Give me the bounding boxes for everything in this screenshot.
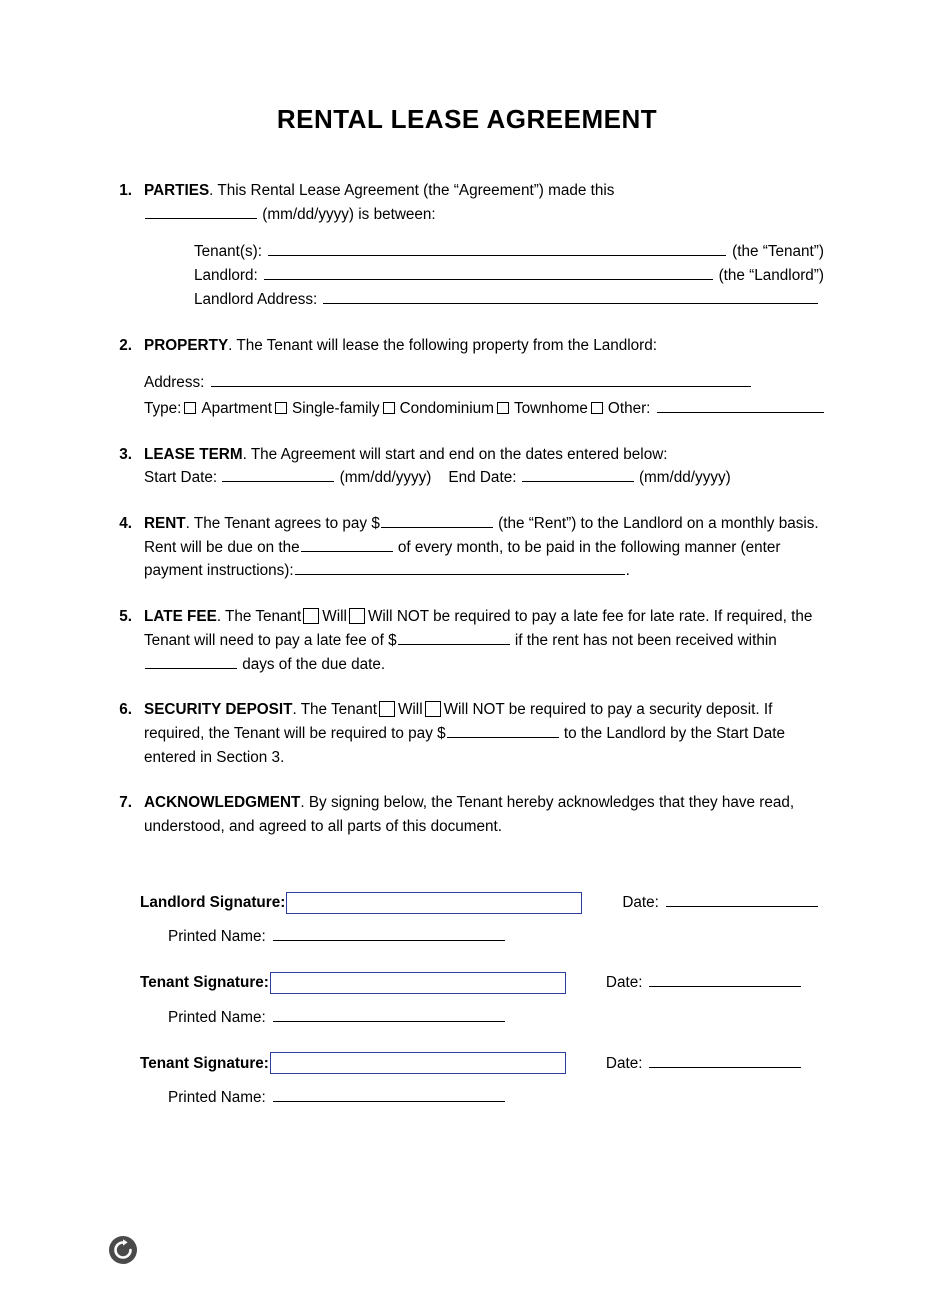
- clause-text: days of the due date.: [242, 655, 386, 673]
- checkbox-other[interactable]: [591, 402, 603, 414]
- clause-text: . By signing below, the Tenant hereby acknowledges that they have read, understood, and agreed to all parts of this document.: [144, 794, 795, 836]
- date-label: Date:: [622, 893, 659, 911]
- clause-text: if the rent has not been received within: [514, 631, 777, 649]
- clause-content: [144, 698, 824, 769]
- document-body: [0, 179, 934, 1110]
- tenant-name-input[interactable]: [268, 242, 726, 257]
- clause-heading: LATE FEE: [144, 608, 217, 626]
- clause-heading: LEASE TERM: [144, 445, 243, 463]
- parties-list: [194, 240, 824, 311]
- signature-group-landlord: [140, 891, 824, 949]
- landlord-signature-field[interactable]: [286, 892, 582, 914]
- landlord-address-input[interactable]: [323, 289, 818, 304]
- clause-heading: PROPERTY: [144, 336, 229, 354]
- printed-name-label: Printed Name:: [168, 1089, 266, 1107]
- clause-number: 6.: [119, 701, 132, 719]
- tenant-1-date-wrap: [606, 971, 802, 995]
- late-fee-option-will: Will: [322, 608, 347, 626]
- clause-text: . The Tenant agrees to pay $: [185, 515, 380, 533]
- landlord-printed-name-row: [168, 925, 824, 949]
- checkbox-single-family[interactable]: [275, 402, 287, 414]
- checkbox-late-fee-will[interactable]: [303, 608, 319, 624]
- clause-lease-term: [110, 443, 824, 490]
- late-fee-option-will-not: Will NOT: [367, 608, 429, 626]
- signature-row: [140, 1052, 824, 1076]
- deposit-option-will-not: Will NOT: [443, 701, 505, 719]
- tenant-2-printed-name-row: [168, 1086, 824, 1110]
- page-title: RENTAL LEASE AGREEMENT: [276, 104, 658, 134]
- clause-number: 5.: [119, 608, 132, 626]
- checkbox-deposit-will[interactable]: [379, 701, 395, 717]
- tenant-signature-label: Tenant Signature:: [140, 1054, 269, 1072]
- clause-content: [144, 605, 824, 676]
- landlord-date-wrap: [622, 891, 818, 915]
- property-type-other-input[interactable]: [657, 398, 824, 413]
- tenant-2-signature-field[interactable]: [270, 1052, 566, 1074]
- property-address-row: [144, 371, 824, 395]
- landlord-date-input[interactable]: [666, 892, 818, 907]
- clause-content: [144, 512, 824, 583]
- property-type-row: [144, 397, 824, 421]
- clause-security-deposit: [110, 698, 824, 769]
- end-date-label: End Date:: [448, 469, 517, 487]
- tenant-2-printed-name-input[interactable]: [273, 1088, 505, 1103]
- tenant-1-printed-name-input[interactable]: [273, 1007, 505, 1022]
- clause-number: 2.: [119, 336, 132, 354]
- start-date-label: Start Date:: [144, 469, 218, 487]
- property-type-option: Townhome: [513, 399, 588, 417]
- clause-late-fee: [110, 605, 824, 676]
- printed-name-label: Printed Name:: [168, 1008, 266, 1026]
- clause-text: to the Landlord by the Start Date entered in Section 3.: [144, 724, 785, 766]
- clause-text: . The Tenant will lease the following property from the Landlord:: [228, 336, 657, 354]
- clause-rent: [110, 512, 824, 583]
- deposit-amount-input[interactable]: [447, 723, 559, 738]
- clause-content: [144, 443, 824, 490]
- tenant-2-date-wrap: [606, 1052, 802, 1076]
- checkbox-deposit-will-not[interactable]: [425, 701, 441, 717]
- party-tail: (the “Tenant”): [732, 243, 824, 261]
- signature-row: [140, 891, 824, 915]
- late-fee-amount-input[interactable]: [398, 630, 510, 645]
- clause-heading: RENT: [144, 515, 186, 533]
- clause-number: 7.: [119, 794, 132, 812]
- tenant-signature-label: Tenant Signature:: [140, 974, 269, 992]
- checkbox-apartment[interactable]: [184, 402, 196, 414]
- signature-row: [140, 971, 824, 995]
- property-address-input[interactable]: [211, 373, 751, 388]
- property-address-block: [144, 371, 824, 420]
- party-row-tenant: [194, 240, 824, 264]
- landlord-printed-name-input[interactable]: [273, 927, 505, 942]
- clause-number: 3.: [119, 445, 132, 463]
- clause-text: of every month, to be paid in the following manner (enter payment instructions):: [144, 538, 781, 580]
- property-type-option: Apartment: [201, 399, 272, 417]
- start-date-input[interactable]: [222, 468, 334, 483]
- tenant-2-date-input[interactable]: [649, 1053, 801, 1068]
- date-label: Date:: [605, 974, 643, 992]
- clause-parties: [110, 179, 824, 312]
- tenant-1-printed-name-row: [168, 1006, 824, 1030]
- party-row-landlord: [194, 264, 824, 288]
- property-type-option: Other:: [607, 399, 651, 417]
- tenant-1-signature-field[interactable]: [270, 972, 566, 994]
- end-date-format: (mm/dd/yyyy): [638, 469, 731, 487]
- clause-text: be required to pay a late fee for late rate. If required, the Tenant will need to pay a late fee of $: [144, 608, 813, 649]
- refresh-circle-logo-icon: [108, 1235, 138, 1265]
- clause-text: (the “Rent”) to the Landlord on a monthly basis. Rent will be due on the: [144, 515, 819, 556]
- rent-due-day-input[interactable]: [301, 537, 393, 552]
- signature-group-tenant-1: [140, 971, 824, 1029]
- clause-heading: ACKNOWLEDGMENT: [144, 794, 301, 812]
- clause-text: . The Agreement will start and end on the dates entered below:: [242, 445, 668, 463]
- party-tail: (the “Landlord”): [718, 267, 824, 285]
- checkbox-condominium[interactable]: [383, 402, 395, 414]
- clause-text: . This Rental Lease Agreement (the “Agreement”) made this: [209, 182, 615, 199]
- printed-name-label: Printed Name:: [168, 928, 266, 946]
- date-format-hint: (mm/dd/yyyy) is between:: [262, 205, 436, 223]
- payment-instructions-input[interactable]: [295, 561, 625, 576]
- party-row-landlord-address: [194, 288, 824, 312]
- end-date-input[interactable]: [522, 468, 634, 483]
- clause-number: 4.: [119, 515, 132, 533]
- date-made-input[interactable]: [145, 204, 257, 219]
- clause-heading: PARTIES: [144, 182, 210, 199]
- clause-text: . The Tenant: [216, 608, 302, 626]
- checkbox-late-fee-will-not[interactable]: [349, 608, 365, 624]
- signature-section: [140, 891, 824, 1110]
- signature-group-tenant-2: [140, 1052, 824, 1110]
- clause-text: .: [625, 562, 630, 580]
- clause-text: . The Tenant: [292, 701, 377, 719]
- clause-text: be required to pay a security deposit. If required, the Tenant will be required to pay $: [144, 701, 773, 742]
- checkbox-townhome[interactable]: [497, 402, 509, 414]
- property-type-label: Type:: [144, 399, 182, 417]
- rent-amount-input[interactable]: [381, 514, 493, 529]
- party-label: Landlord:: [194, 267, 258, 285]
- property-type-option: Single-family: [292, 399, 380, 417]
- date-label: Date:: [605, 1054, 643, 1072]
- party-label: Tenant(s):: [194, 243, 263, 261]
- clause-content: [144, 179, 824, 312]
- party-label: Landlord Address:: [194, 290, 318, 308]
- address-label: Address:: [144, 374, 205, 392]
- landlord-name-input[interactable]: [264, 266, 713, 281]
- clause-content: [144, 791, 824, 838]
- document-page: [0, 104, 934, 1313]
- clause-heading: SECURITY DEPOSIT: [144, 701, 293, 719]
- clause-number: 1.: [119, 182, 132, 199]
- late-fee-grace-days-input[interactable]: [145, 654, 237, 669]
- clause-content: [144, 334, 824, 421]
- clause-property: [110, 334, 824, 421]
- property-type-option: Condominium: [399, 399, 494, 417]
- deposit-option-will: Will: [397, 701, 423, 719]
- start-date-format: (mm/dd/yyyy): [339, 469, 432, 487]
- clause-acknowledgment: [110, 791, 824, 838]
- tenant-1-date-input[interactable]: [649, 973, 801, 988]
- landlord-signature-label: Landlord Signature:: [140, 893, 286, 911]
